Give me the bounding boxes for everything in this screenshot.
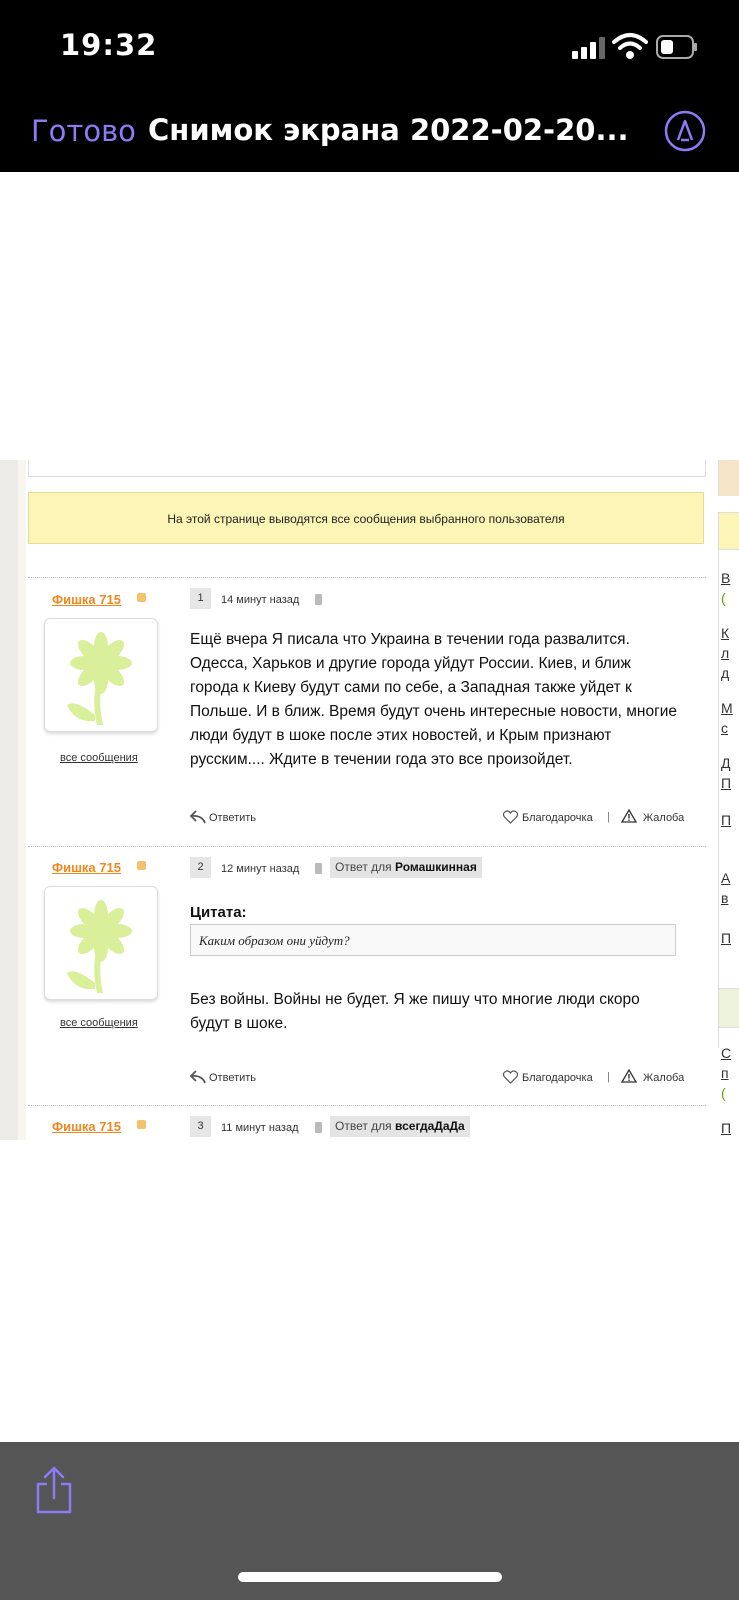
reply-to-prefix: Ответ для xyxy=(335,1119,392,1133)
status-dot xyxy=(137,593,146,602)
reply-arrow-icon xyxy=(190,1070,206,1084)
screenshot-title: Снимок экрана 2022-02-20... xyxy=(148,113,629,147)
post-username[interactable]: Фишка 715 xyxy=(52,1119,121,1134)
quote-label: Цитата: xyxy=(190,904,247,921)
post-number: 1 xyxy=(190,588,211,609)
reply-to-badge xyxy=(330,1116,470,1137)
phone-icon xyxy=(315,863,322,874)
action-separator: | xyxy=(607,811,610,823)
top-box xyxy=(28,460,706,477)
phone-icon xyxy=(315,594,322,605)
reply-to-prefix: Ответ для xyxy=(335,860,392,874)
post-text: Ещё вчера Я писала что Украина в течении года развалится. Одесса, Харьков и другие города уйдут России. Киев, и ближ города к Киеву будут сами по себе, а Западная также уйдет к Польше. И в ближ. Время будут очень интересные новости, многие люди будут в шоке после этих новостей, и Крым признают русским.... Ждите в течении года это все произойдет. xyxy=(190,631,678,768)
wifi-icon xyxy=(612,32,648,60)
sidebar-link[interactable]: С xyxy=(721,1045,732,1061)
share-icon[interactable] xyxy=(34,1466,74,1514)
screenshot-content xyxy=(0,460,739,1140)
done-button[interactable]: Готово xyxy=(31,114,136,148)
post-number: 2 xyxy=(190,857,211,878)
quote-text: Каким образом они уйдут? xyxy=(190,924,676,956)
post-time: 14 минут назад xyxy=(221,594,300,606)
battery-icon xyxy=(656,35,698,59)
post-time: 12 минут назад xyxy=(221,863,300,875)
status-dot xyxy=(137,861,146,870)
warning-icon xyxy=(621,1069,637,1083)
sidebar-link[interactable]: М xyxy=(721,700,733,716)
post-username[interactable]: Фишка 715 xyxy=(52,860,121,875)
thanks-button[interactable]: Благодарочка xyxy=(522,1072,593,1084)
status-dot xyxy=(137,1120,146,1129)
reply-button[interactable]: Ответить xyxy=(209,812,257,824)
all-messages-link[interactable]: все сообщения xyxy=(60,1017,138,1029)
post-username[interactable]: Фишка 715 xyxy=(52,592,121,607)
flower-avatar[interactable] xyxy=(44,886,158,1000)
status-bar xyxy=(0,0,739,100)
heart-icon xyxy=(503,810,518,824)
reply-to-user[interactable]: Ромашкинная xyxy=(395,860,477,874)
complaint-button[interactable]: Жалоба xyxy=(643,1072,685,1084)
thanks-button[interactable]: Благодарочка xyxy=(522,812,593,824)
reply-button[interactable]: Ответить xyxy=(209,1072,257,1084)
post-text: Без войны. Войны не будет. Я же пишу что многие люди скоро будут в шоке. xyxy=(190,991,640,1032)
sidebar-link[interactable]: В xyxy=(721,570,731,586)
divider xyxy=(28,846,706,847)
all-messages-link[interactable]: все сообщения xyxy=(60,752,138,764)
warning-icon xyxy=(621,809,637,823)
reply-to-user[interactable]: всегдаДаДа xyxy=(395,1119,465,1133)
flower-avatar[interactable] xyxy=(44,618,158,732)
phone-icon xyxy=(315,1122,322,1133)
sidebar-link[interactable]: К xyxy=(721,625,730,641)
divider xyxy=(28,1105,706,1106)
post-number: 3 xyxy=(190,1116,211,1137)
status-time: 19:32 xyxy=(60,28,158,62)
notice-banner: На этой странице выводятся все сообщения выбранного пользователя xyxy=(28,492,704,544)
sidebar-link[interactable]: А xyxy=(721,870,731,886)
reply-arrow-icon xyxy=(190,810,206,824)
markup-icon[interactable] xyxy=(664,110,706,152)
sidebar-link[interactable]: Д xyxy=(721,755,731,771)
sidebar-link[interactable]: П xyxy=(721,812,732,828)
sidebar-link[interactable]: П xyxy=(721,930,732,946)
action-separator: | xyxy=(607,1071,610,1083)
signal-icon xyxy=(572,37,606,59)
reply-to-badge xyxy=(330,857,482,878)
home-indicator[interactable] xyxy=(238,1572,502,1582)
heart-icon xyxy=(503,1070,518,1084)
post-time: 11 минут назад xyxy=(221,1122,299,1134)
divider xyxy=(28,577,706,578)
complaint-button[interactable]: Жалоба xyxy=(643,812,685,824)
right-sidebar: В ( К л д М с Д П П А в П С п ( П xyxy=(716,460,739,1140)
sidebar-link[interactable]: П xyxy=(721,1120,732,1136)
